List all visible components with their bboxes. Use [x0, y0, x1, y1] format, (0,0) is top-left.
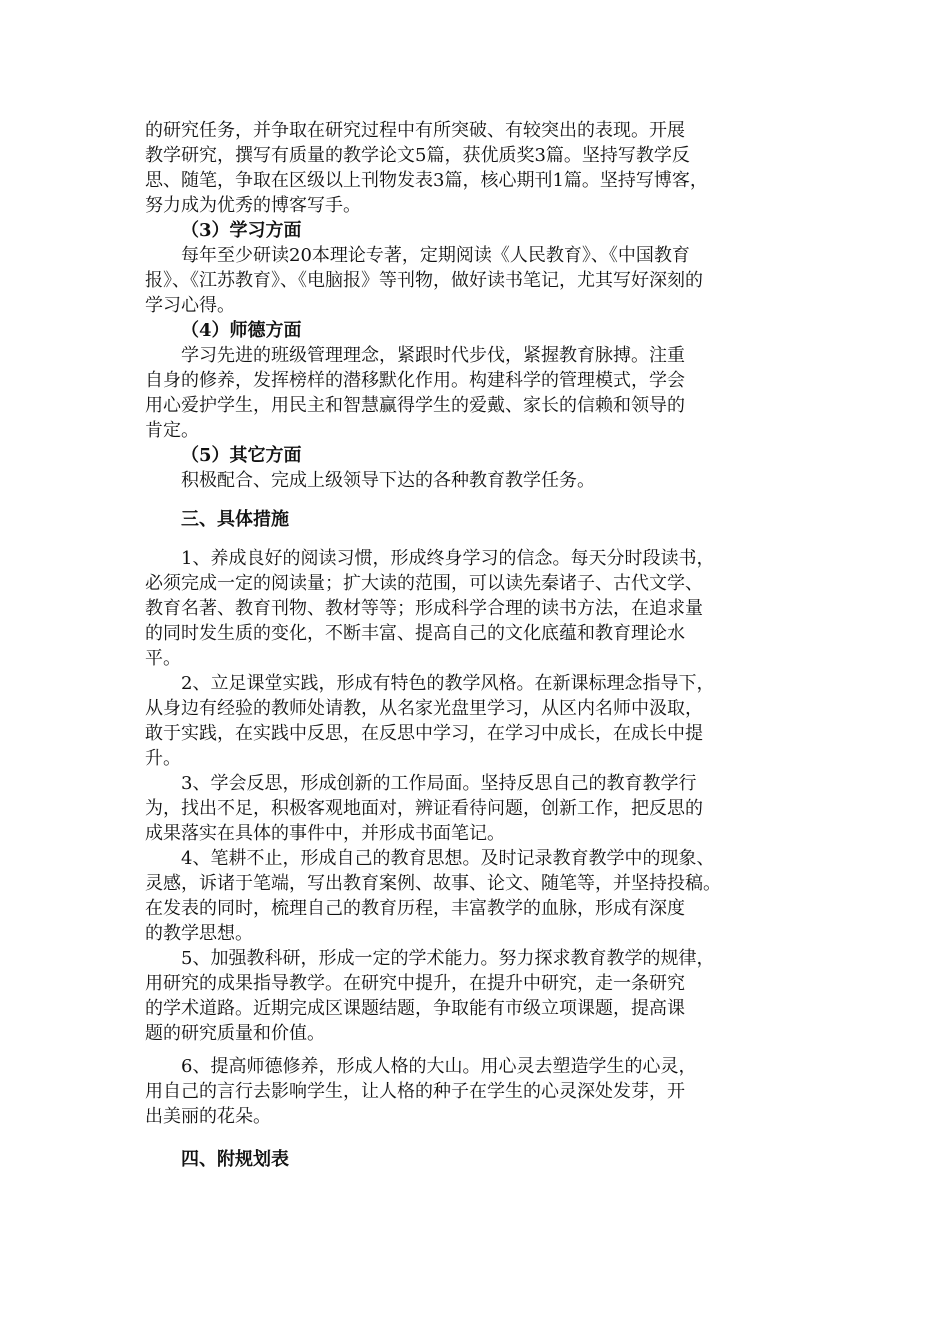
- text-line: 必须完成一定的阅读量；扩大读的范围，可以读先秦诸子、古代文学、: [145, 573, 703, 594]
- document-page: [145, 118, 813, 1172]
- text-line: 升。: [145, 748, 181, 769]
- text-line: 5、加强教科研，形成一定的学术能力。努力探求教育教学的规律，: [181, 948, 715, 969]
- text-line: 的研究任务，并争取在研究过程中有所突破、有较突出的表现。开展: [145, 120, 685, 141]
- text-line: 教育名著、教育刊物、教材等等；形成科学合理的读书方法，在追求量: [145, 598, 703, 619]
- text-line: 积极配合、完成上级领导下达的各种教育教学任务。: [181, 470, 595, 491]
- text-line: 出美丽的花朵。: [145, 1106, 271, 1127]
- text-line: 题的研究质量和价值。: [145, 1023, 325, 1044]
- text-line: 报》、《江苏教育》、《电脑报》等刊物，做好读书笔记，尤其写好深刻的: [145, 270, 703, 291]
- spacer: [145, 532, 813, 546]
- text-line: 2、立足课堂实践，形成有特色的教学风格。在新课标理念指导下，: [181, 673, 715, 694]
- text-line: 从身边有经验的教师处请教，从名家光盘里学习，从区内名师中汲取，: [145, 698, 703, 719]
- appendix-heading: 四、附规划表: [181, 1149, 289, 1170]
- other-paragraph: [145, 468, 813, 493]
- text-line: 为，找出不足，积极客观地面对，辨证看待问题，创新工作，把反思的: [145, 798, 703, 819]
- measure-item-6: [145, 1054, 813, 1129]
- text-line: 用自己的言行去影响学生，让人格的种子在学生的心灵深处发芽，开: [145, 1081, 685, 1102]
- text-line: 的同时发生质的变化，不断丰富、提高自己的文化底蕴和教育理论水: [145, 623, 685, 644]
- measure-item-4: [145, 846, 813, 946]
- text-line: 在发表的同时，梳理自己的教育历程，丰富教学的血脉，形成有深度: [145, 898, 685, 919]
- intro-paragraph: [145, 118, 813, 218]
- ethics-paragraph: [145, 343, 813, 443]
- text-line: 学习先进的班级管理理念，紧跟时代步伐，紧握教育脉搏。注重: [181, 345, 685, 366]
- text-line: 用心爱护学生，用民主和智慧赢得学生的爱戴、家长的信赖和领导的: [145, 395, 685, 416]
- text-line: 灵感，诉诸于笔端，写出教育案例、故事、论文、随笔等，并坚持投稿。: [145, 873, 721, 894]
- spacer: [145, 493, 813, 507]
- study-heading: （3）学习方面: [181, 220, 302, 241]
- study-paragraph: [145, 243, 813, 318]
- text-line: 平。: [145, 648, 181, 669]
- text-line: 的教学思想。: [145, 923, 253, 944]
- measure-item-3: [145, 771, 813, 846]
- text-line: 成果落实在具体的事件中，并形成书面笔记。: [145, 823, 505, 844]
- text-line: 的学术道路。近期完成区课题结题，争取能有市级立项课题，提高课: [145, 998, 685, 1019]
- measures-heading: 三、具体措施: [181, 509, 289, 530]
- text-line: 3、学会反思，形成创新的工作局面。坚持反思自己的教育教学行: [181, 773, 697, 794]
- measure-item-5: [145, 946, 813, 1046]
- spacer: [145, 1129, 813, 1147]
- measure-item-2: [145, 671, 813, 771]
- text-line: 6、提高师德修养，形成人格的大山。用心灵去塑造学生的心灵，: [181, 1056, 697, 1077]
- text-line: 肯定。: [145, 420, 199, 441]
- text-line: 自身的修养，发挥榜样的潜移默化作用。构建科学的管理模式，学会: [145, 370, 685, 391]
- spacer: [145, 1046, 813, 1054]
- text-line: 用研究的成果指导教学。在研究中提升，在提升中研究，走一条研究: [145, 973, 685, 994]
- text-line: 4、笔耕不止，形成自己的教育思想。及时记录教育教学中的现象、: [181, 848, 715, 869]
- other-heading: （5）其它方面: [181, 445, 302, 466]
- text-line: 敢于实践，在实践中反思，在反思中学习，在学习中成长，在成长中提: [145, 723, 703, 744]
- text-line: 学习心得。: [145, 295, 235, 316]
- text-line: 1、养成良好的阅读习惯，形成终身学习的信念。每天分时段读书，: [181, 548, 715, 569]
- ethics-heading: （4）师德方面: [181, 320, 302, 341]
- text-line: 努力成为优秀的博客写手。: [145, 195, 361, 216]
- text-line: 教学研究，撰写有质量的教学论文5篇，获优质奖3篇。坚持写教学反: [145, 145, 690, 166]
- text-line: 思、随笔，争取在区级以上刊物发表3篇，核心期刊1篇。坚持写博客，: [145, 170, 708, 191]
- measure-item-1: [145, 546, 813, 671]
- text-line: 每年至少研读20本理论专著，定期阅读《人民教育》、《中国教育: [181, 245, 690, 266]
